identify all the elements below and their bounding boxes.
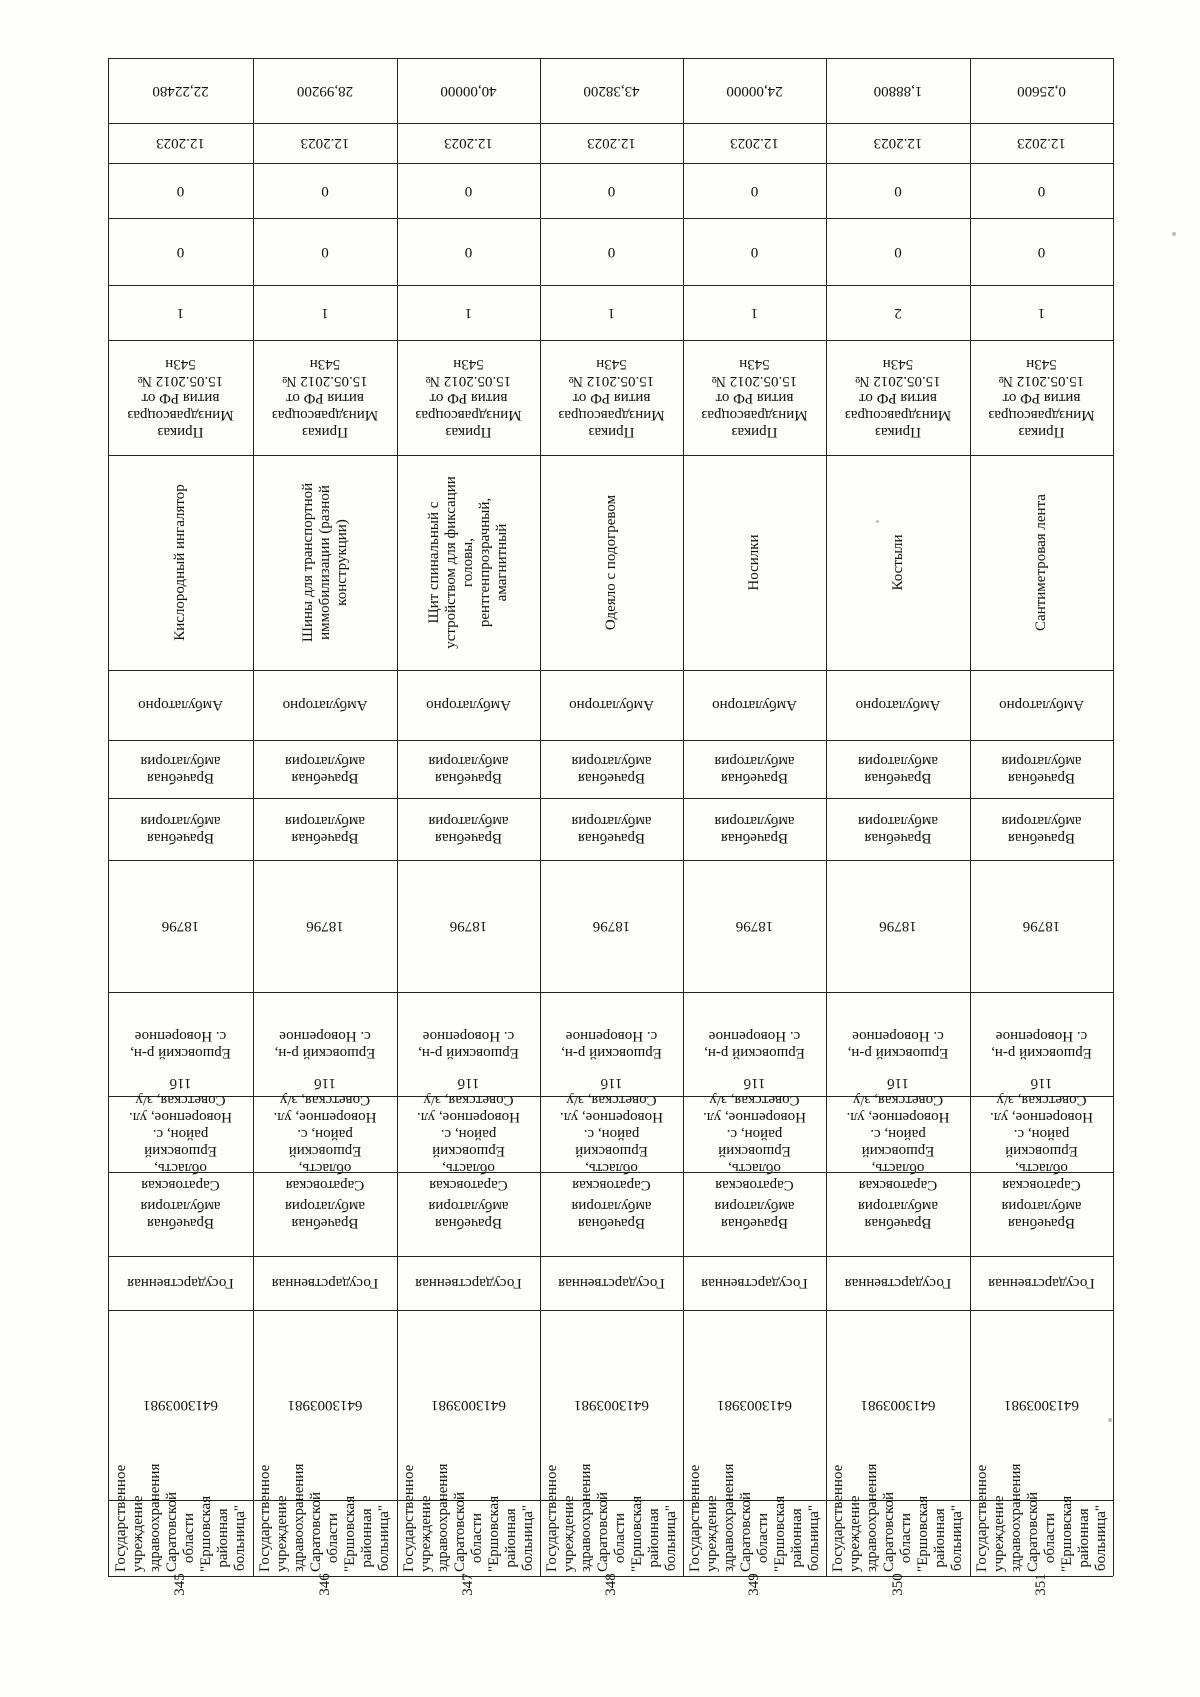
- cell-mode: [253, 670, 397, 740]
- cell-district-text: Ершовский р-н, с. Новорепное: [418, 1028, 519, 1061]
- cell-unit-1-text: Врачебная амбулатория: [428, 813, 509, 846]
- cell-qty-required-text: 1: [1037, 305, 1046, 321]
- cell-num: [108, 1573, 253, 1596]
- cell-mode-text: Амбулаторно: [282, 697, 368, 714]
- cell-code: [970, 860, 1113, 992]
- scan-speck: [876, 520, 879, 523]
- cell-form-text: Государственная: [558, 1275, 665, 1292]
- cell-order-text: Приказ Минздравсоцраз вития РФ от 15.05.2012 № 543н: [988, 356, 1095, 440]
- cell-qty-b: [683, 163, 826, 218]
- cell-form-text: Государственная: [127, 1275, 234, 1292]
- cell-code: [683, 860, 826, 992]
- cell-unit-1-text: Врачебная амбулатория: [857, 813, 939, 846]
- cell-order: [826, 340, 970, 455]
- cell-form: [540, 1256, 683, 1310]
- cell-qty-b: [253, 163, 397, 218]
- cell-num-text: 345: [172, 1573, 188, 1596]
- cell-unit-2-text: Врачебная амбулатория: [1001, 753, 1082, 786]
- grid-line-vertical: [1113, 58, 1114, 1576]
- cell-qty-a-text: 0: [176, 244, 185, 260]
- cell-inn-text: 6413003981: [860, 1397, 936, 1414]
- cell-code-text: 18796: [161, 918, 200, 935]
- cell-address: [826, 1075, 970, 1194]
- cell-district-text: Ершовский р-н, с. Новорепное: [274, 1028, 376, 1061]
- cell-mode-text: Амбулаторно: [855, 697, 941, 714]
- cell-sum-text: 0,25600: [1017, 83, 1066, 99]
- cell-unit-1-text: Врачебная амбулатория: [1001, 813, 1082, 846]
- cell-num: [970, 1573, 1113, 1596]
- cell-date: [253, 123, 397, 163]
- cell-type: [108, 1172, 253, 1256]
- cell-address: [540, 1075, 683, 1194]
- cell-code-text: 18796: [735, 918, 774, 935]
- cell-unit-2-text: Врачебная амбулатория: [714, 753, 795, 786]
- cell-address-text: Саратовская область, Ершовский район, с. Новорепное, ул. Советская, з/у 11б: [846, 1075, 950, 1194]
- cell-order-text: Приказ Минздравсоцраз вития РФ от 15.05.2012 № 543н: [415, 356, 522, 440]
- cell-org: [540, 1463, 683, 1576]
- cell-org-text: Государственное учреждение здравоохранения Саратовской области "Ершовская районная больница": [257, 1463, 392, 1572]
- cell-item: [826, 455, 970, 670]
- cell-date: [683, 123, 826, 163]
- cell-unit-1: [540, 798, 683, 860]
- cell-inn: [397, 1310, 540, 1500]
- cell-address: [970, 1075, 1113, 1194]
- cell-date-text: 12.2023: [730, 135, 779, 152]
- cell-qty-required: [826, 285, 970, 340]
- cell-address: [253, 1075, 397, 1194]
- cell-mode: [970, 670, 1113, 740]
- cell-org-text: Государственное учреждение здравоохранения Саратовской области "Ершовская районная больница": [830, 1463, 965, 1572]
- cell-qty-a-text: 0: [464, 244, 473, 260]
- cell-order-text: Приказ Минздравсоцраз вития РФ от 15.05.2012 № 543н: [844, 356, 952, 440]
- cell-unit-2-text: Врачебная амбулатория: [571, 753, 652, 786]
- cell-address-text: Саратовская область, Ершовский район, с. Новорепное, ул. Советская, з/у 11б: [273, 1075, 377, 1194]
- cell-mode-text: Амбулаторно: [138, 697, 223, 714]
- cell-code: [826, 860, 970, 992]
- cell-num-text: 351: [1033, 1573, 1049, 1596]
- cell-form-text: Государственная: [844, 1275, 952, 1292]
- cell-qty-a-text: 0: [321, 244, 329, 260]
- cell-form: [397, 1256, 540, 1310]
- cell-qty-required: [683, 285, 826, 340]
- cell-item-text: Кислородный ингалятор: [172, 484, 188, 641]
- cell-org-text: Государственное учреждение здравоохранения Саратовской области "Ершовская районная больница": [400, 1463, 536, 1572]
- cell-date: [970, 123, 1113, 163]
- cell-code-text: 18796: [879, 918, 917, 935]
- cell-mode: [826, 670, 970, 740]
- cell-qty-b-text: 0: [750, 183, 759, 199]
- cell-unit-1: [826, 798, 970, 860]
- cell-unit-2: [683, 740, 826, 798]
- cell-unit-2-text: Врачебная амбулатория: [284, 753, 366, 786]
- cell-num: [253, 1573, 397, 1596]
- cell-qty-b: [540, 163, 683, 218]
- cell-qty-a: [826, 218, 970, 285]
- cell-date-text: 12.2023: [300, 135, 350, 152]
- cell-date-text: 12.2023: [873, 135, 923, 152]
- cell-form-text: Государственная: [415, 1275, 522, 1292]
- cell-org: [253, 1463, 397, 1576]
- cell-type-text: Врачебная амбулатория: [140, 1198, 221, 1231]
- cell-district-text: Ершовский р-н, с. Новорепное: [130, 1028, 231, 1061]
- cell-sum: [970, 58, 1113, 123]
- cell-type: [826, 1172, 970, 1256]
- cell-form-text: Государственная: [271, 1275, 379, 1292]
- cell-qty-required: [970, 285, 1113, 340]
- cell-qty-required: [540, 285, 683, 340]
- cell-unit-2-text: Врачебная амбулатория: [140, 753, 221, 786]
- cell-type-text: Врачебная амбулатория: [714, 1198, 795, 1231]
- cell-qty-b-text: 0: [894, 183, 902, 199]
- cell-type-text: Врачебная амбулатория: [571, 1198, 652, 1231]
- cell-inn: [253, 1310, 397, 1500]
- cell-sum-text: 40,00000: [440, 83, 497, 99]
- cell-unit-1: [253, 798, 397, 860]
- cell-form: [253, 1256, 397, 1310]
- cell-sum: [108, 58, 253, 123]
- cell-district-text: Ершовский р-н, с. Новорепное: [561, 1028, 662, 1061]
- cell-unit-2-text: Врачебная амбулатория: [428, 753, 509, 786]
- cell-form: [683, 1256, 826, 1310]
- cell-mode: [397, 670, 540, 740]
- cell-num: [540, 1573, 683, 1596]
- cell-sum-text: 43,38200: [583, 83, 640, 99]
- cell-order: [683, 340, 826, 455]
- cell-address-text: Саратовская область, Ершовский район, с. Новорепное, ул. Советская, з/у 11б: [417, 1075, 520, 1194]
- cell-date-text: 12.2023: [156, 135, 205, 152]
- cell-order: [397, 340, 540, 455]
- cell-mode-text: Амбулаторно: [712, 697, 797, 714]
- cell-inn-text: 6413003981: [143, 1397, 218, 1414]
- cell-item: [970, 455, 1113, 670]
- cell-order: [540, 340, 683, 455]
- cell-sum-text: 24,00000: [726, 83, 783, 99]
- cell-qty-a: [253, 218, 397, 285]
- cell-order: [253, 340, 397, 455]
- cell-sum: [253, 58, 397, 123]
- cell-mode-text: Амбулаторно: [569, 697, 654, 714]
- cell-sum: [540, 58, 683, 123]
- cell-date: [108, 123, 253, 163]
- cell-type: [970, 1172, 1113, 1256]
- cell-unit-1: [108, 798, 253, 860]
- cell-qty-b: [108, 163, 253, 218]
- cell-org: [108, 1463, 253, 1576]
- cell-qty-required-text: 1: [607, 305, 616, 321]
- cell-qty-required-text: 1: [464, 305, 473, 321]
- cell-address: [683, 1075, 826, 1194]
- cell-unit-1-text: Врачебная амбулатория: [571, 813, 652, 846]
- cell-qty-b-text: 0: [607, 183, 616, 199]
- cell-qty-required-text: 1: [176, 305, 185, 321]
- cell-item: [253, 455, 397, 670]
- cell-org-text: Государственное учреждение здравоохранения Саратовской области "Ершовская районная больница": [686, 1463, 822, 1572]
- cell-unit-1: [397, 798, 540, 860]
- cell-item: [540, 455, 683, 670]
- cell-order: [108, 340, 253, 455]
- cell-form-text: Государственная: [701, 1275, 808, 1292]
- cell-item: [397, 455, 540, 670]
- cell-item-text: Шины для транспортной иммобилизации (разной конструкции): [299, 482, 350, 643]
- cell-form: [108, 1256, 253, 1310]
- cell-address: [397, 1075, 540, 1194]
- cell-unit-2: [826, 740, 970, 798]
- cell-type: [683, 1172, 826, 1256]
- cell-address-text: Саратовская область, Ершовский район, с. Новорепное, ул. Советская, з/у 11б: [703, 1075, 806, 1194]
- cell-order-text: Приказ Минздравсоцраз вития РФ от 15.05.2012 № 543н: [558, 356, 665, 440]
- cell-org: [826, 1463, 970, 1576]
- cell-item-text: Сантиметровая лента: [1033, 494, 1049, 631]
- cell-inn: [108, 1310, 253, 1500]
- cell-unit-2: [108, 740, 253, 798]
- cell-type-text: Врачебная амбулатория: [428, 1198, 509, 1231]
- cell-item: [683, 455, 826, 670]
- cell-unit-1: [683, 798, 826, 860]
- cell-mode-text: Амбулаторно: [999, 697, 1084, 714]
- cell-type-text: Врачебная амбулатория: [1001, 1198, 1082, 1231]
- cell-unit-1: [970, 798, 1113, 860]
- cell-num-text: 349: [746, 1573, 762, 1596]
- cell-code-text: 18796: [449, 918, 488, 935]
- cell-item-text: Щит спинальный с устройством для фиксации головы, рентгенпрозрачный, амагнитный: [426, 476, 510, 649]
- cell-unit-2-text: Врачебная амбулатория: [857, 753, 939, 786]
- cell-address-text: Саратовская область, Ершовский район, с. Новорепное, ул. Советская, з/у 11б: [560, 1075, 663, 1194]
- cell-qty-required: [397, 285, 540, 340]
- cell-date: [397, 123, 540, 163]
- cell-qty-b-text: 0: [1037, 183, 1046, 199]
- cell-type: [253, 1172, 397, 1256]
- cell-org-text: Государственное учреждение здравоохранения Саратовской области "Ершовская районная больница": [973, 1463, 1109, 1572]
- cell-unit-2: [253, 740, 397, 798]
- cell-inn-text: 6413003981: [431, 1397, 506, 1414]
- cell-order: [970, 340, 1113, 455]
- cell-address-text: Саратовская область, Ершовский район, с. Новорепное, ул. Советская, з/у 11б: [129, 1075, 232, 1194]
- cell-inn-text: 6413003981: [717, 1397, 792, 1414]
- cell-org-text: Государственное учреждение здравоохранения Саратовской области "Ершовская районная больница": [543, 1463, 679, 1572]
- cell-unit-1-text: Врачебная амбулатория: [284, 813, 366, 846]
- cell-unit-1-text: Врачебная амбулатория: [714, 813, 795, 846]
- cell-qty-b-text: 0: [321, 183, 329, 199]
- cell-sum: [826, 58, 970, 123]
- cell-inn: [970, 1310, 1113, 1500]
- cell-num-text: 350: [889, 1573, 906, 1596]
- cell-inn-text: 6413003981: [287, 1397, 363, 1414]
- cell-sum-text: 28,99200: [296, 83, 354, 99]
- cell-inn: [683, 1310, 826, 1500]
- cell-mode-text: Амбулаторно: [426, 697, 511, 714]
- cell-mode: [108, 670, 253, 740]
- cell-qty-required-text: 1: [321, 305, 329, 321]
- cell-type-text: Врачебная амбулатория: [857, 1198, 939, 1231]
- cell-unit-2: [397, 740, 540, 798]
- cell-org: [397, 1463, 540, 1576]
- cell-district-text: Ершовский р-н, с. Новорепное: [991, 1028, 1092, 1061]
- cell-qty-required: [108, 285, 253, 340]
- cell-code-text: 18796: [306, 918, 344, 935]
- cell-qty-required-text: 2: [894, 305, 902, 321]
- cell-num-text: 347: [460, 1573, 476, 1596]
- cell-form: [970, 1256, 1113, 1310]
- cell-inn-text: 6413003981: [574, 1397, 649, 1414]
- cell-sum: [683, 58, 826, 123]
- cell-district-text: Ершовский р-н, с. Новорепное: [704, 1028, 805, 1061]
- cell-qty-a: [108, 218, 253, 285]
- cell-qty-b-text: 0: [464, 183, 473, 199]
- cell-qty-required: [253, 285, 397, 340]
- cell-item-text: Одеяло с подогревом: [603, 494, 619, 631]
- cell-sum-text: 1,88800: [873, 83, 923, 99]
- cell-order-text: Приказ Минздравсоцраз вития РФ от 15.05.2012 № 543н: [271, 356, 379, 440]
- cell-unit-1-text: Врачебная амбулатория: [140, 813, 221, 846]
- cell-mode: [683, 670, 826, 740]
- cell-qty-a-text: 0: [894, 244, 902, 260]
- cell-unit-2: [540, 740, 683, 798]
- cell-item-text: Носилки: [746, 534, 762, 591]
- cell-qty-a-text: 0: [607, 244, 616, 260]
- cell-qty-a: [683, 218, 826, 285]
- cell-num: [683, 1573, 826, 1596]
- cell-qty-required-text: 1: [750, 305, 759, 321]
- cell-code: [108, 860, 253, 992]
- cell-address-text: Саратовская область, Ершовский район, с. Новорепное, ул. Советская, з/у 11б: [990, 1075, 1093, 1194]
- cell-address: [108, 1075, 253, 1194]
- cell-order-text: Приказ Минздравсоцраз вития РФ от 15.05.2012 № 543н: [701, 356, 808, 440]
- cell-qty-a: [540, 218, 683, 285]
- cell-code: [540, 860, 683, 992]
- cell-org: [970, 1463, 1113, 1576]
- cell-sum-text: 22,22480: [152, 83, 209, 99]
- cell-num-text: 346: [316, 1573, 333, 1596]
- cell-district-text: Ершовский р-н, с. Новорепное: [847, 1028, 949, 1061]
- cell-qty-b: [826, 163, 970, 218]
- cell-inn: [826, 1310, 970, 1500]
- cell-date-text: 12.2023: [444, 135, 493, 152]
- cell-inn-text: 6413003981: [1004, 1397, 1079, 1414]
- cell-org: [683, 1463, 826, 1576]
- cell-form: [826, 1256, 970, 1310]
- cell-num: [397, 1573, 540, 1596]
- cell-sum: [397, 58, 540, 123]
- cell-code-text: 18796: [1022, 918, 1061, 935]
- cell-code-text: 18796: [592, 918, 631, 935]
- cell-code: [253, 860, 397, 992]
- cell-qty-a: [970, 218, 1113, 285]
- cell-num-text: 348: [603, 1573, 619, 1596]
- cell-inn: [540, 1310, 683, 1500]
- cell-date-text: 12.2023: [587, 135, 636, 152]
- cell-date: [826, 123, 970, 163]
- cell-qty-a: [397, 218, 540, 285]
- cell-num: [826, 1573, 970, 1596]
- cell-qty-b: [970, 163, 1113, 218]
- cell-item-text: Костыли: [889, 534, 906, 591]
- cell-type-text: Врачебная амбулатория: [284, 1198, 366, 1231]
- cell-date-text: 12.2023: [1017, 135, 1066, 152]
- cell-form-text: Государственная: [988, 1275, 1095, 1292]
- scan-speck: [1172, 232, 1176, 236]
- cell-mode: [540, 670, 683, 740]
- cell-unit-2: [970, 740, 1113, 798]
- cell-org-text: Государственное учреждение здравоохранения Саратовской области "Ершовская районная больница": [112, 1463, 248, 1572]
- cell-type: [397, 1172, 540, 1256]
- cell-type: [540, 1172, 683, 1256]
- scan-speck: [1108, 1418, 1112, 1422]
- cell-qty-b-text: 0: [176, 183, 185, 199]
- cell-qty-a-text: 0: [750, 244, 759, 260]
- cell-qty-b: [397, 163, 540, 218]
- cell-code: [397, 860, 540, 992]
- cell-item: [108, 455, 253, 670]
- cell-qty-a-text: 0: [1037, 244, 1046, 260]
- cell-order-text: Приказ Минздравсоцраз вития РФ от 15.05.2012 № 543н: [127, 356, 234, 440]
- cell-date: [540, 123, 683, 163]
